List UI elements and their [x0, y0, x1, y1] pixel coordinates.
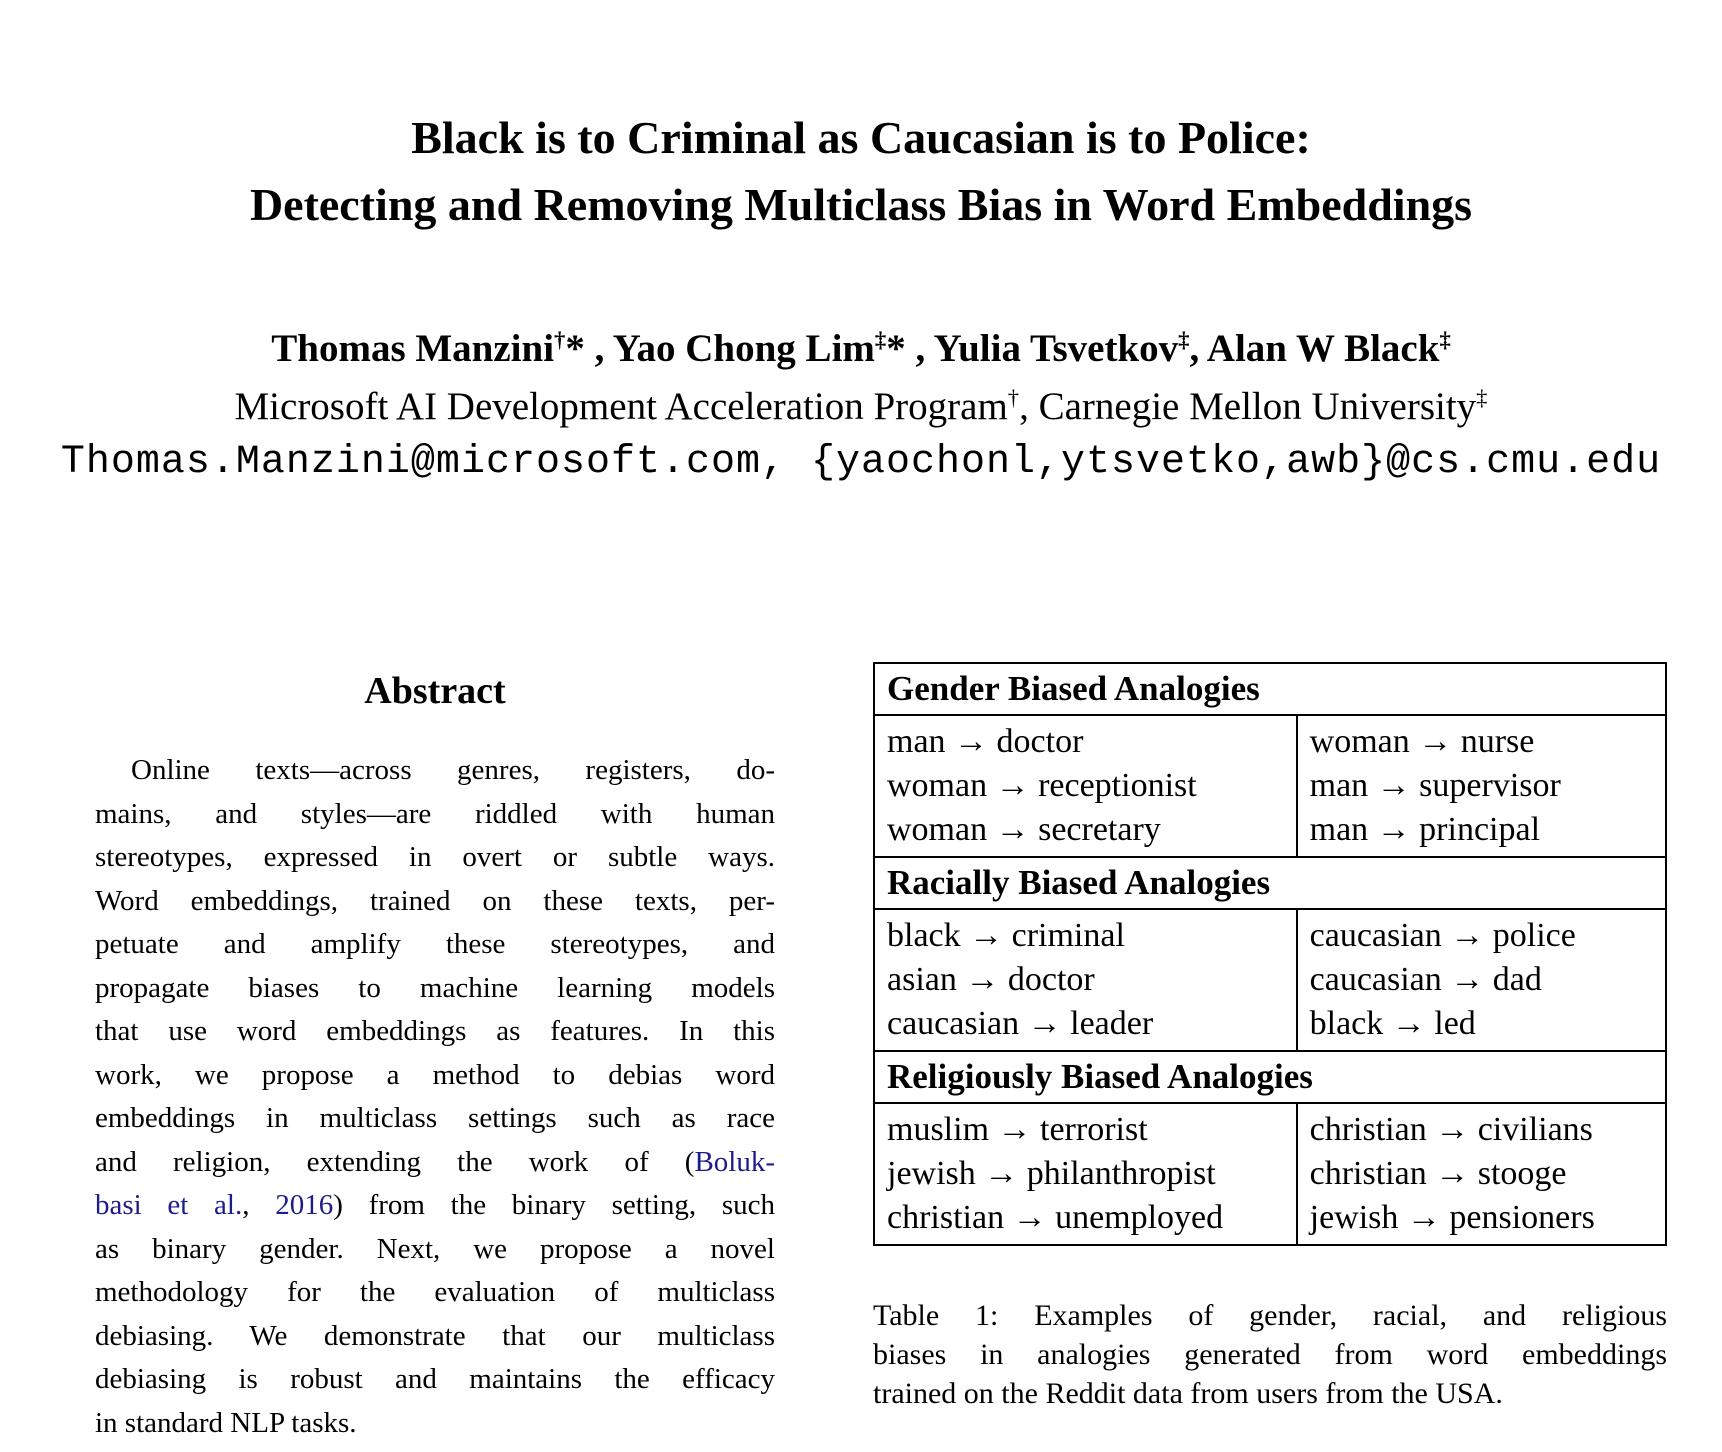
- text-segment: Yulia Tsvetkov: [933, 327, 1179, 370]
- affiliation-marker: †: [554, 327, 566, 352]
- text-segment: and religion, extending the work of (: [95, 1145, 695, 1178]
- text-segment: work, we propose a method to debias word: [95, 1058, 775, 1091]
- paper-title: [0, 104, 1722, 238]
- table-section: [875, 664, 1665, 858]
- table-section: [875, 858, 1665, 1052]
- analogy-cell: christian → stooge: [1309, 1155, 1567, 1192]
- text-line: [95, 836, 775, 880]
- abstract-text: [95, 749, 775, 1445]
- table-column: [875, 1104, 1298, 1244]
- text-segment: biases in analogies generated from word embeddings: [873, 1338, 1667, 1371]
- text-line: [95, 749, 775, 793]
- affiliation-marker: †: [1007, 385, 1020, 410]
- analogy-cell: man → doctor: [887, 723, 1084, 760]
- text-segment: ,: [1189, 327, 1207, 370]
- analogy-cell: black → led: [1309, 1005, 1476, 1042]
- text-segment: stereotypes, expressed in overt or subtle ways.: [95, 841, 775, 873]
- text-line: [95, 1141, 775, 1185]
- analogy-cell: woman → nurse: [1309, 723, 1535, 760]
- analogy-cell: jewish → pensioners: [1309, 1199, 1595, 1236]
- text-segment: propagate biases to machine learning models: [95, 971, 775, 1004]
- table-column: [875, 716, 1298, 856]
- text-line: [873, 1374, 1667, 1413]
- table-column: [1298, 910, 1665, 1050]
- text-line: [873, 1296, 1667, 1335]
- text-segment: embeddings in multiclass settings such as race: [95, 1102, 775, 1134]
- text-segment: ) from the binary setting, such: [333, 1189, 776, 1221]
- table-section-header: Gender Biased Analogies: [875, 664, 1665, 716]
- affiliation-marker: ‡: [1439, 327, 1451, 352]
- text-segment: Word embeddings, trained on these texts, per-: [95, 884, 775, 917]
- affiliation-marker: ‡: [1476, 385, 1488, 410]
- text-line: [95, 923, 775, 967]
- affiliation-marker: ‡: [874, 327, 887, 352]
- analogies-table: [873, 662, 1667, 1246]
- text-segment: , Carnegie Mellon University: [1019, 385, 1477, 428]
- text-segment: trained on the Reddit data from users from the USA.: [873, 1377, 1503, 1410]
- table-section-header: Racially Biased Analogies: [875, 858, 1665, 910]
- text-line: [95, 793, 775, 837]
- analogy-cell: jewish → philanthropist: [887, 1155, 1216, 1192]
- text-segment: that use word embeddings as features. In this: [95, 1015, 775, 1047]
- analogy-cell: asian → doctor: [887, 961, 1095, 998]
- table-section-header: Religiously Biased Analogies: [875, 1052, 1665, 1104]
- table-caption: [873, 1296, 1667, 1413]
- analogy-cell: man → principal: [1309, 811, 1541, 848]
- citation-link[interactable]: Boluk-: [694, 1145, 775, 1178]
- abstract-heading: Abstract: [364, 670, 506, 712]
- text-segment: petuate and amplify these stereotypes, and: [95, 928, 775, 960]
- table-section-body: [875, 716, 1665, 856]
- text-line: [95, 1228, 775, 1272]
- text-line: [95, 1010, 775, 1054]
- text-line: [95, 880, 775, 924]
- analogy-cell: muslim → terrorist: [887, 1111, 1148, 1148]
- table-section-body: [875, 1104, 1665, 1244]
- text-segment: Thomas Manzini: [271, 327, 555, 370]
- text-segment: as binary gender. Next, we propose a novel: [95, 1232, 775, 1265]
- text-segment: in standard NLP tasks.: [95, 1406, 357, 1439]
- text-line: [95, 1054, 775, 1098]
- table-column: [1298, 716, 1665, 856]
- table-column: [1298, 1104, 1665, 1244]
- analogy-cell: woman → secretary: [887, 811, 1161, 848]
- text-segment: Table 1: Examples of gender, racial, and religious: [873, 1299, 1667, 1332]
- analogy-cell: christian → unemployed: [887, 1199, 1224, 1236]
- table-column: [875, 910, 1298, 1050]
- text-segment: methodology for the evaluation of multiclass: [95, 1276, 775, 1308]
- text-line: [873, 1335, 1667, 1374]
- citation-link[interactable]: 2016: [275, 1189, 334, 1221]
- paper-title-line-2: Detecting and Removing Multiclass Bias in Word Embeddings: [249, 179, 1473, 230]
- text-line: [95, 1184, 775, 1228]
- text-segment: mains, and styles—are riddled with human: [95, 797, 775, 830]
- text-line: [95, 967, 775, 1011]
- text-segment: Alan W Black: [1206, 327, 1440, 370]
- affiliation-marker: ‡: [1178, 327, 1190, 352]
- text-segment: * ,: [886, 327, 934, 370]
- table-section-body: [875, 910, 1665, 1050]
- text-segment: Online texts—across genres, registers, do-: [131, 754, 775, 786]
- text-segment: debiasing. We demonstrate that our multiclass: [95, 1319, 775, 1352]
- analogy-cell: caucasian → police: [1309, 917, 1576, 954]
- analogy-cell: caucasian → leader: [887, 1005, 1154, 1042]
- analogy-cell: woman → receptionist: [887, 767, 1197, 804]
- analogy-cell: man → supervisor: [1309, 767, 1561, 804]
- email-line: Thomas.Manzini@microsoft.com, {yaochonl,ytsvetko,awb}@cs.cmu.edu: [60, 440, 1662, 485]
- analogy-cell: christian → civilians: [1309, 1111, 1593, 1148]
- text-segment: debiasing is robust and maintains the efficacy: [95, 1363, 775, 1395]
- text-line: [95, 1097, 775, 1141]
- analogy-cell: caucasian → dad: [1309, 961, 1542, 998]
- text-segment: ,: [242, 1189, 276, 1221]
- text-segment: Yao Chong Lim: [612, 327, 875, 370]
- citation-link[interactable]: basi et al.: [95, 1189, 243, 1221]
- text-line: [95, 1315, 775, 1359]
- text-segment: * ,: [565, 327, 613, 370]
- text-line: [95, 1358, 775, 1402]
- text-line: [95, 1271, 775, 1315]
- authors-line: [0, 324, 1722, 374]
- affiliation-line: [0, 382, 1722, 432]
- analogy-cell: black → criminal: [887, 917, 1125, 954]
- text-segment: Microsoft AI Development Acceleration Program: [234, 385, 1008, 428]
- table-section: [875, 1052, 1665, 1244]
- paper-title-line-1: Black is to Criminal as Caucasian is to Police:: [411, 112, 1311, 163]
- text-line: [95, 1402, 775, 1446]
